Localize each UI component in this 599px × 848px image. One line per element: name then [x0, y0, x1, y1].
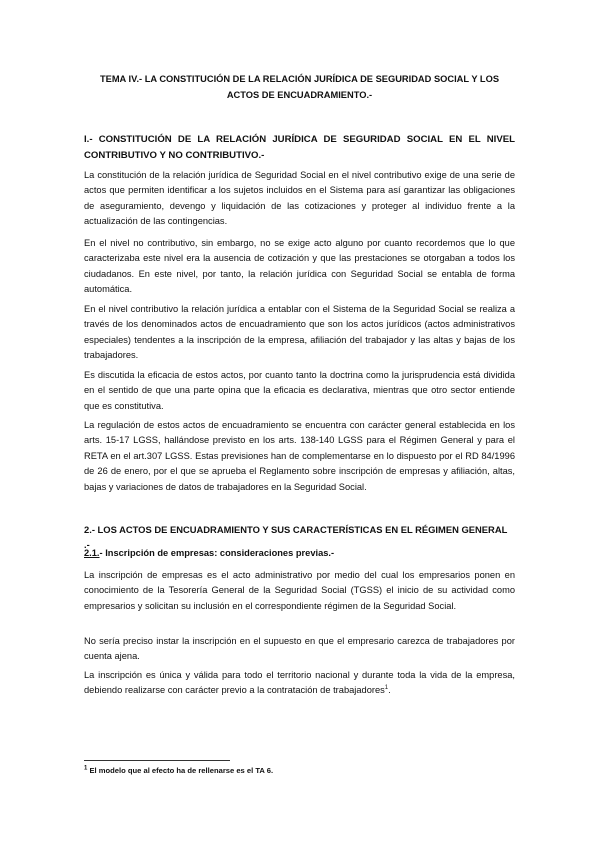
section-2-paragraph-1: La inscripción de empresas es el acto administrativo por medio del cual los empresarios ponen en conocimiento de la Tesorería General de la Seguridad Social (TGSS) el inicio de su actividad como empresarios y solicitan su inclusión en el correspondiente régimen de la Seguridad Social. — [84, 570, 515, 611]
section-1-heading: I.- CONSTITUCIÓN DE LA RELACIÓN JURÍDICA DE SEGURIDAD SOCIAL EN EL NIVEL CONTRIBUTIVO Y NO CONTRIBUTIVO.- — [84, 134, 515, 161]
section-2-1-title: - Inscripción de empresas: consideraciones previas.- — [99, 548, 335, 558]
footnote-reference[interactable]: 1 — [384, 685, 389, 692]
section-1-paragraph-3: En el nivel contributivo la relación jurídica a entablar con el Sistema de la Seguridad Social se realiza a través de los denominados actos de encuadramiento que son los actos jurídicos (actos administrativos especiales) tendentes a la inscripción de la empresa, afiliación del trabajador y las altas y bajas de los trabajadores. — [84, 304, 515, 361]
section-2-1-number: 2.1. — [84, 548, 100, 558]
footnote-text: El modelo que al efecto ha de rellenarse es el TA 6. — [89, 766, 274, 775]
section-1-paragraph-5: La regulación de estos actos de encuadramiento se encuentra con carácter general establecida en los arts. 15-17 LGSS, hallándose previsto en los arts. 138-140 LGSS para el Régimen General y para el RETA en el art.307 LGSS. Estas previsiones han de complementarse en lo dispuesto por el RD 84/1996 de 26 de enero, por el que se aprueba el Reglamento sobre inscripción de empresas y afiliación, altas, bajas y variaciones de datos de trabajadores en la Seguridad Social. — [84, 420, 515, 492]
section-2-paragraph-3: La inscripción es única y válida para todo el territorio nacional y durante toda la vida de la empresa, debiendo realizarse con carácter previo a la contratación de trabajadores$^1$. — [84, 670, 515, 696]
section-2-1-heading — [84, 546, 515, 561]
footnote — [84, 765, 515, 777]
section-1-paragraph-2: En el nivel no contributivo, sin embargo, no se exige acto alguno por cuanto recordemos que lo que caracterizaba este nivel era la ausencia de cotización y que las prestaciones se otorgaban a todos los ciudadanos. En este nivel, por tanto, la relación jurídica con Seguridad Social se entabla de forma automática. — [84, 238, 515, 295]
section-1-paragraph-1: La constitución de la relación jurídica de Seguridad Social en el nivel contributivo exige de una serie de actos que permiten identificar a los sujetos incluidos en el Sistema para así garantizar las obligaciones de aseguramiento, devengo y liquidación de las cotizaciones y proteger al individuo frente a la actualización de las contingencias. — [84, 170, 515, 227]
footnote-number: 1 — [84, 765, 88, 772]
section-2-paragraph-3-text: La inscripción es única y válida para todo el territorio nacional y durante toda la vida de la empresa, debiendo realizarse con carácter previo a la contratación de trabajadores — [84, 670, 515, 696]
section-1-paragraph-4: Es discutida la eficacia de estos actos, por cuanto tanto la doctrina como la jurisprudencia está dividida en el sentido de que una parte opina que la eficacia es declarativa, mientras que otro sector entiende que es constitutiva. — [84, 370, 515, 411]
section-2-paragraph-2: No sería preciso instar la inscripción en el supuesto en que el empresario carezca de trabajadores por cuenta ajena. — [84, 636, 515, 662]
footnote-divider — [84, 760, 230, 761]
document-title: TEMA IV.- LA CONSTITUCIÓN DE LA RELACIÓN JURÍDICA DE SEGURIDAD SOCIAL Y LOS ACTOS DE ENCUADRAMIENTO.- — [99, 74, 500, 100]
section-2-heading: 2.- LOS ACTOS DE ENCUADRAMIENTO Y SUS CARACTERÍSTICAS EN EL RÉGIMEN GENERAL .- — [84, 524, 508, 550]
